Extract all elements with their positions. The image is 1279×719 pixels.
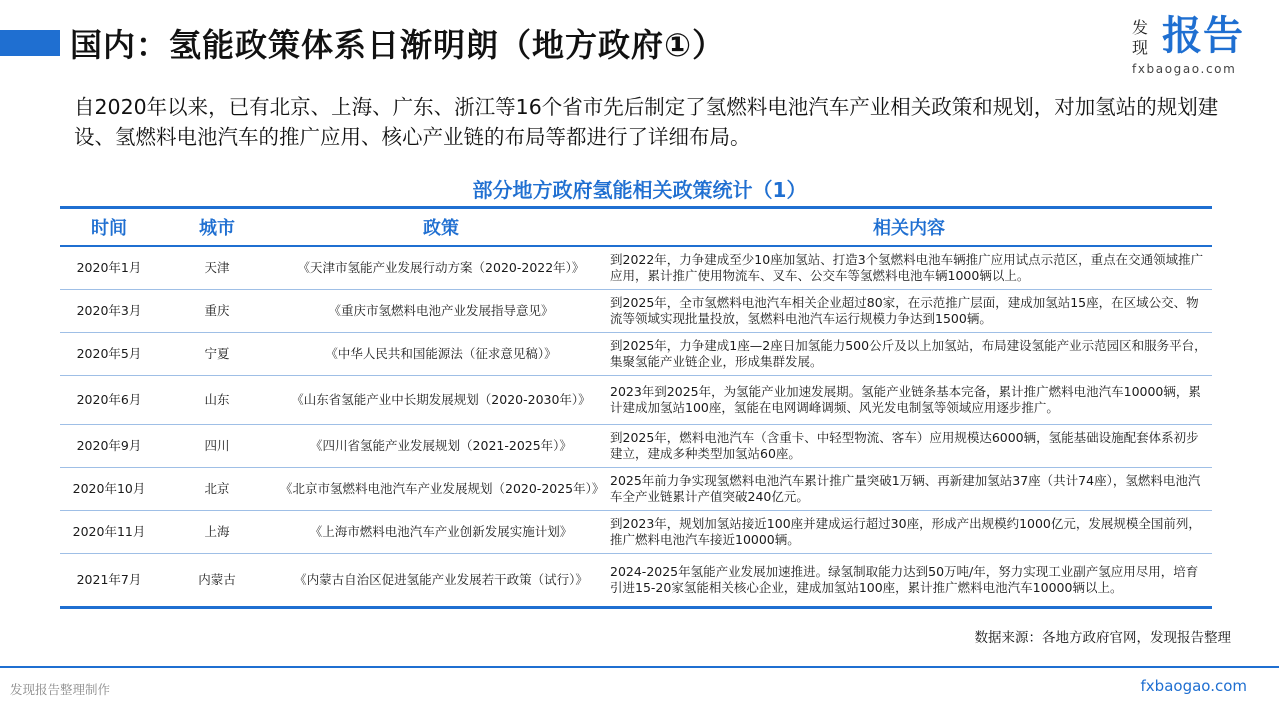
table-row (60, 424, 1212, 467)
cell-city: 天津 (158, 246, 276, 289)
cell-time: 2021年7月 (60, 553, 158, 607)
cell-time: 2020年5月 (60, 332, 158, 375)
data-source-note: 数据来源：各地方政府官网，发现报告整理 (974, 630, 1231, 646)
cell-content: 到2025年，全市氢燃料电池汽车相关企业超过80家，在示范推广层面，建成加氢站15座，在区域公交、物流等领域实现批量投放，氢燃料电池汽车运行规模力争达到1500辆。 (606, 289, 1212, 332)
logo-url: fxbaogao.com (1132, 62, 1237, 76)
table-header-row (60, 208, 1212, 247)
cell-policy: 《山东省氢能产业中长期发展规划（2020-2030年）》 (276, 375, 606, 424)
intro-paragraph: 自2020年以来，已有北京、上海、广东、浙江等16个省市先后制定了氢燃料电池汽车产业相关政策和规划，对加氢站的规划建设、氢燃料电池汽车的推广应用、核心产业链的布局等都进行了详细布局。 (74, 95, 1219, 149)
logo-small-text: 发现 (1132, 18, 1149, 57)
cell-time: 2020年6月 (60, 375, 158, 424)
footer-divider (0, 666, 1279, 668)
cell-time: 2020年10月 (60, 467, 158, 510)
page-title: 国内：氢能政策体系日渐明朗（地方政府①） (70, 26, 726, 64)
cell-city: 四川 (158, 424, 276, 467)
title-accent-bar (0, 30, 60, 56)
table-row (60, 246, 1212, 289)
table-row (60, 553, 1212, 607)
cell-city: 北京 (158, 467, 276, 510)
brand-logo[interactable] (1132, 10, 1254, 80)
cell-city: 内蒙古 (158, 553, 276, 607)
cell-policy: 《重庆市氢燃料电池产业发展指导意见》 (276, 289, 606, 332)
logo-big-text: 报告 (1162, 13, 1244, 59)
cell-time: 2020年11月 (60, 510, 158, 553)
cell-policy: 《中华人民共和国能源法（征求意见稿）》 (276, 332, 606, 375)
cell-city: 上海 (158, 510, 276, 553)
header-city: 城市 (158, 208, 276, 247)
cell-time: 2020年3月 (60, 289, 158, 332)
cell-city: 重庆 (158, 289, 276, 332)
header-policy: 政策 (276, 208, 606, 247)
cell-policy: 《四川省氢能产业发展规划（2021-2025年）》 (276, 424, 606, 467)
header-content: 相关内容 (606, 208, 1212, 247)
footer-site-link[interactable]: fxbaogao.com (1140, 677, 1247, 695)
cell-content: 到2025年，燃料电池汽车（含重卡、中轻型物流、客车）应用规模达6000辆，氢能基础设施配套体系初步建立，建成多种类型加氢站60座。 (606, 424, 1212, 467)
cell-content: 到2022年，力争建成至少10座加氢站、打造3个氢燃料电池车辆推广应用试点示范区，重点在交通领域推广应用，累计推广使用物流车、叉车、公交车等氢燃料电池车辆1000辆以上。 (606, 246, 1212, 289)
cell-time: 2020年1月 (60, 246, 158, 289)
cell-policy: 《内蒙古自治区促进氢能产业发展若干政策（试行）》 (276, 553, 606, 607)
table-row (60, 467, 1212, 510)
cell-policy: 《上海市燃料电池汽车产业创新发展实施计划》 (276, 510, 606, 553)
policy-table (60, 206, 1212, 609)
cell-content: 2025年前力争实现氢燃料电池汽车累计推广量突破1万辆、再新建加氢站37座（共计74座），氢燃料电池汽车全产业链累计产值突破240亿元。 (606, 467, 1212, 510)
table-row (60, 289, 1212, 332)
table-row (60, 510, 1212, 553)
cell-city: 山东 (158, 375, 276, 424)
cell-policy: 《天津市氢能产业发展行动方案（2020-2022年）》 (276, 246, 606, 289)
header-time: 时间 (60, 208, 158, 247)
cell-content: 2023年到2025年，为氢能产业加速发展期。氢能产业链条基本完备，累计推广燃料电池汽车10000辆，累计建成加氢站100座，氢能在电网调峰调频、风光发电制氢等领域应用逐步推广。 (606, 375, 1212, 424)
table-title: 部分地方政府氢能相关政策统计（1） (472, 178, 807, 202)
cell-content: 到2023年，规划加氢站接近100座并建成运行超过30座，形成产出规模约1000亿元，发展规模全国前列，推广燃料电池汽车接近10000辆。 (606, 510, 1212, 553)
footer-credit: 发现报告整理制作 (10, 682, 111, 697)
cell-content: 到2025年，力争建成1座—2座日加氢能力500公斤及以上加氢站，布局建设氢能产业示范园区和服务平台，集聚氢能产业链企业，形成集群发展。 (606, 332, 1212, 375)
table-row (60, 375, 1212, 424)
cell-city: 宁夏 (158, 332, 276, 375)
cell-time: 2020年9月 (60, 424, 158, 467)
cell-policy: 《北京市氢燃料电池汽车产业发展规划（2020-2025年）》 (276, 467, 606, 510)
table-row (60, 332, 1212, 375)
cell-content: 2024-2025年氢能产业发展加速推进。绿氢制取能力达到50万吨/年，努力实现工业副产氢应用尽用，培育引进15-20家氢能相关核心企业，建成加氢站100座，累计推广燃料电池汽车10000辆以上。 (606, 553, 1212, 607)
